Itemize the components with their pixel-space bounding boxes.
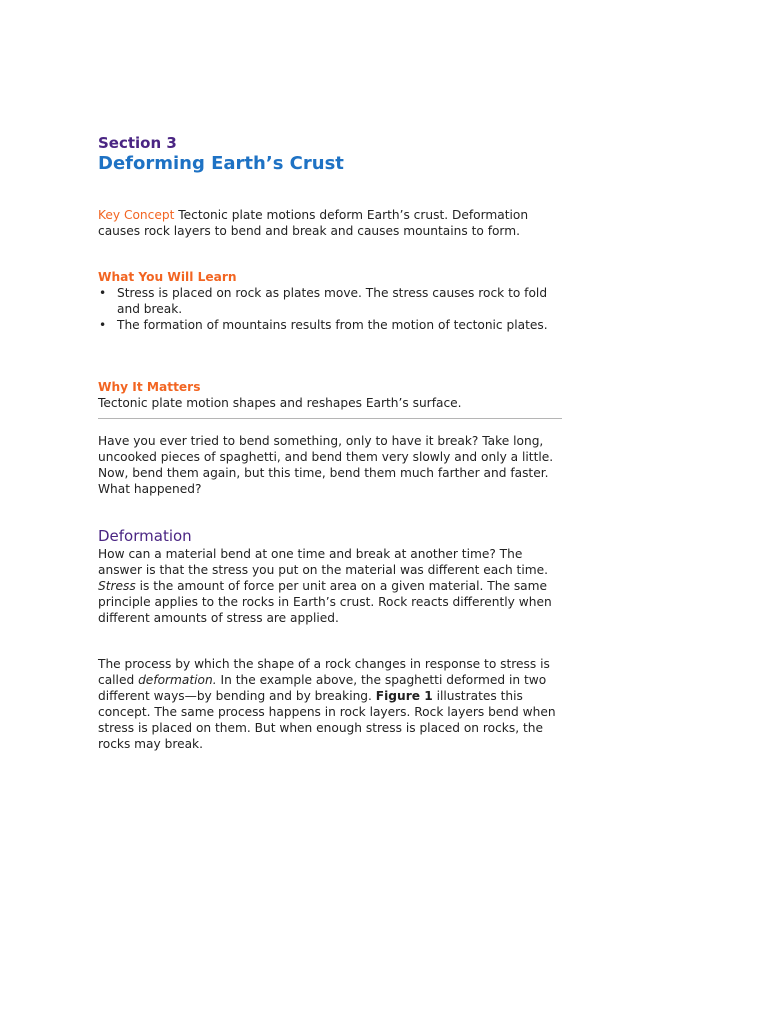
list-item (98, 285, 568, 317)
figure-reference: Figure 1 (375, 689, 433, 703)
intro-paragraph: Have you ever tried to bend something, only to have it break? Take long, uncooked pieces of spaghetti, and bend them very slowly and only a little. Now, bend them again, but this time, bend them much farther and faster. What happened? (98, 434, 554, 496)
list-item (98, 317, 568, 333)
list-item-text: Stress is placed on rock as plates move. The stress causes rock to fold and break. (117, 286, 548, 316)
why-it-matters-heading: Why It Matters (98, 380, 201, 394)
what-you-will-learn-heading: What You Will Learn (98, 270, 237, 284)
bullet-icon: • (99, 286, 107, 300)
page-title: Deforming Earth’s Crust (98, 153, 344, 174)
key-concept-text: Tectonic plate motions deform Earth’s crust. Deformation causes rock layers to bend and break and causes mountains to form. (98, 208, 529, 238)
why-it-matters-text: Tectonic plate motion shapes and reshapes Earth’s surface. (98, 396, 462, 410)
paragraph-text: illustrates this concept. The same process happens in rock layers. Rock layers bend when stress is placed on them. But when enough stress is placed on rocks, the rocks may break. (98, 689, 556, 751)
paragraph-text: is the amount of force per unit area on a given material. The same principle applies to the rocks in Earth’s crust. Rock reacts differently when different amounts of stress are applied. (98, 579, 552, 625)
term-stress: Stress (98, 579, 136, 593)
term-deformation: deformation. (138, 673, 217, 687)
section-divider (98, 418, 562, 419)
key-concept-label: Key Concept (98, 208, 175, 222)
deformation-paragraph-1 (98, 546, 568, 626)
deformation-paragraph-2 (98, 656, 568, 752)
key-concept-paragraph (98, 207, 568, 239)
paragraph-text: How can a material bend at one time and break at another time? The answer is that the stress you put on the material was different each time. (98, 547, 548, 577)
deformation-heading: Deformation (98, 527, 192, 545)
what-you-will-learn-block (98, 269, 568, 333)
list-item-text: The formation of mountains results from the motion of tectonic plates. (117, 318, 548, 332)
paragraph-text: In the example above, the spaghetti deformed in two different ways—by bending and by breaking. (98, 673, 547, 703)
paragraph-text: The process by which the shape of a rock changes in response to stress is called (98, 657, 550, 687)
learn-list (98, 285, 568, 333)
why-it-matters-block (98, 379, 568, 411)
section-label: Section 3 (98, 134, 177, 152)
bullet-icon: • (99, 318, 107, 332)
